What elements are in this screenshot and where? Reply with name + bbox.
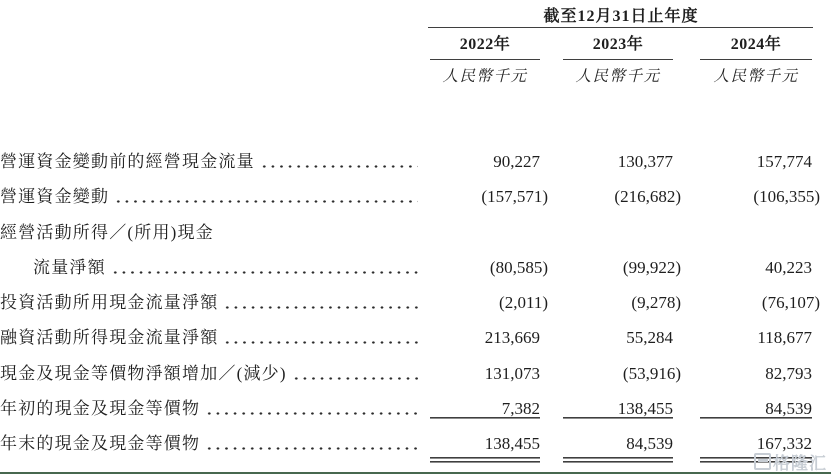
value-text: (106,355)	[753, 187, 820, 207]
value-cell	[563, 179, 681, 214]
table-body	[0, 144, 831, 475]
value-cell	[430, 179, 548, 214]
table-row	[0, 391, 831, 426]
value-text: 82,793	[765, 363, 812, 383]
row-label-text: 營運資金變動前的經營現金流量	[0, 152, 255, 171]
dot-leader	[258, 144, 418, 179]
value-cell	[563, 356, 681, 391]
unit-label-2022: 人民幣千元	[442, 68, 528, 85]
table-row	[0, 179, 831, 214]
dot-leader	[221, 320, 418, 355]
dot-leader	[221, 285, 418, 320]
value-cell	[700, 215, 812, 250]
table-row	[0, 285, 831, 320]
dot-leader	[290, 356, 418, 391]
value-cell	[700, 320, 812, 355]
dot-leader	[203, 426, 418, 475]
value-cell	[430, 426, 540, 475]
value-text: (80,585)	[489, 257, 548, 277]
value-cell	[563, 426, 673, 475]
dot-leader	[112, 179, 418, 214]
value-cell	[700, 285, 820, 320]
value-text: (76,107)	[761, 293, 820, 313]
row-label-text: 投資活動所用現金流量淨額	[0, 293, 219, 313]
value-cell	[700, 391, 812, 426]
row-label-text: 營運資金變動	[0, 187, 110, 207]
value-text: 131,073	[484, 363, 540, 383]
period-title: 截至12月31日止年度	[543, 8, 699, 25]
row-label	[0, 320, 420, 355]
row-label-text: 現金及現金等價物淨額增加／(減少)	[0, 363, 287, 383]
value-text: 90,227	[493, 152, 540, 171]
row-label-text: 年初的現金及現金等價物	[0, 399, 201, 419]
value-text: 138,455	[484, 434, 540, 454]
value-text: 40,223	[765, 257, 812, 277]
table-row	[0, 426, 831, 475]
value-cell	[563, 391, 673, 426]
table-row	[0, 215, 831, 250]
table-row	[0, 356, 831, 391]
value-cell	[430, 356, 540, 391]
value-text: (2,011)	[499, 293, 548, 313]
row-label-text: 經營活動所得／(所用)現金	[0, 222, 214, 242]
row-label	[0, 179, 420, 214]
row-label-text: 流量淨額	[33, 257, 106, 277]
value-text: 157,774	[756, 152, 812, 171]
value-cell	[700, 356, 812, 391]
watermark	[754, 449, 827, 474]
value-cell	[563, 320, 673, 355]
value-text: 7,382	[501, 399, 540, 419]
row-label	[0, 250, 420, 285]
column-header-2022: 2022年	[430, 34, 540, 60]
value-cell	[563, 285, 681, 320]
value-text: 84,539	[765, 399, 812, 419]
unit-label-2024: 人民幣千元	[713, 68, 799, 85]
row-label	[0, 285, 420, 320]
value-text: (157,571)	[481, 187, 548, 207]
value-text: (9,278)	[631, 293, 681, 313]
dot-leader	[109, 250, 418, 285]
unit-label-2023: 人民幣千元	[575, 68, 661, 85]
value-text: 167,332	[756, 434, 812, 454]
value-cell	[430, 144, 540, 179]
table-row	[0, 144, 831, 179]
value-text: 138,455	[617, 399, 673, 419]
row-label	[0, 215, 420, 250]
unit-header-row	[0, 66, 831, 88]
row-label	[0, 426, 420, 475]
period-rule	[428, 27, 813, 28]
bottom-accent-bar	[0, 472, 831, 474]
value-cell	[430, 285, 548, 320]
value-cell	[563, 215, 673, 250]
table-row	[0, 320, 831, 355]
value-cell	[430, 250, 548, 285]
gelonghui-logo-icon	[754, 453, 771, 470]
value-cell	[563, 250, 681, 285]
dot-leader	[217, 215, 418, 250]
value-text: 130,377	[617, 152, 673, 171]
row-label-text: 年末的現金及現金等價物	[0, 434, 201, 454]
year-header-row	[0, 34, 831, 60]
row-label-text: 融資活動所得現金流量淨額	[0, 328, 219, 348]
value-text: 213,669	[484, 328, 540, 348]
row-label	[0, 356, 420, 391]
value-text: 55,284	[626, 328, 673, 348]
value-cell	[700, 144, 812, 179]
value-text: (53,916)	[622, 363, 681, 383]
value-cell	[700, 250, 812, 285]
value-cell	[430, 391, 540, 426]
dot-leader	[203, 391, 418, 426]
value-text: (216,682)	[614, 187, 681, 207]
value-cell	[430, 215, 540, 250]
column-header-2023: 2023年	[563, 34, 673, 60]
table-row	[0, 250, 831, 285]
column-header-2024: 2024年	[700, 34, 812, 60]
watermark-text: 格隆汇	[773, 454, 827, 473]
row-label	[0, 144, 420, 179]
row-label	[0, 391, 420, 426]
value-cell	[700, 179, 820, 214]
value-cell	[563, 144, 673, 179]
value-text: (99,922)	[622, 257, 681, 277]
value-text: 118,677	[757, 328, 812, 348]
value-text: 84,539	[626, 434, 673, 454]
value-cell	[430, 320, 540, 355]
